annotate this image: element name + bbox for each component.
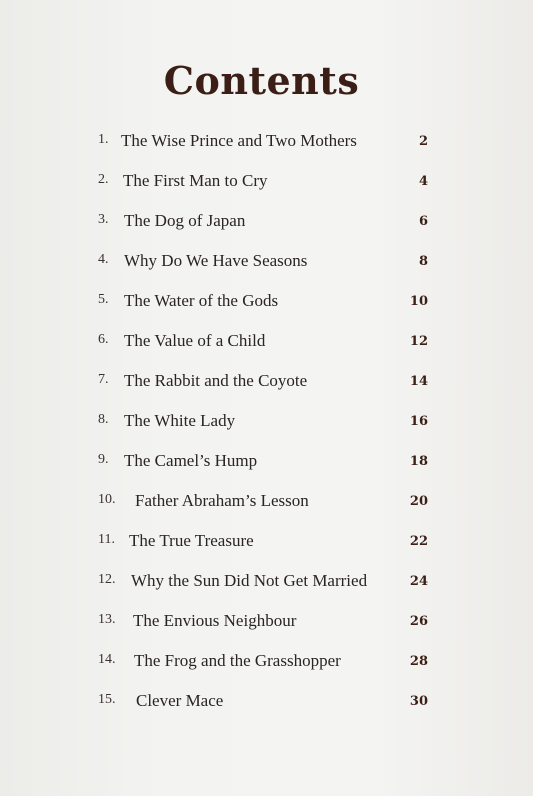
entry-number: 9. bbox=[98, 452, 109, 467]
page-title: Contents bbox=[163, 58, 360, 103]
entry-title: The First Man to Cry bbox=[123, 171, 268, 190]
entry-number: 8. bbox=[98, 412, 109, 427]
entry-title: The White Lady bbox=[124, 411, 236, 430]
toc-entry bbox=[0, 648, 533, 688]
toc-entry bbox=[0, 448, 533, 488]
entry-title: The Envious Neighbour bbox=[133, 611, 297, 630]
entry-title: Why Do We Have Seasons bbox=[124, 251, 308, 270]
entry-page: 30 bbox=[409, 694, 428, 709]
entry-title: The Wise Prince and Two Mothers bbox=[121, 131, 357, 150]
toc-entry bbox=[0, 528, 533, 568]
entry-page: 8 bbox=[418, 254, 428, 269]
entry-number: 10. bbox=[98, 492, 116, 507]
entry-page: 14 bbox=[409, 374, 428, 389]
toc-entry bbox=[0, 128, 533, 168]
toc-entry bbox=[0, 328, 533, 368]
entry-number: 7. bbox=[98, 372, 109, 387]
entry-number: 4. bbox=[98, 252, 109, 267]
entry-page: 16 bbox=[409, 414, 428, 429]
entry-number: 1. bbox=[98, 132, 109, 147]
toc-entry bbox=[0, 248, 533, 288]
entry-number: 11. bbox=[98, 532, 115, 547]
toc-entry bbox=[0, 368, 533, 408]
table-of-contents bbox=[0, 128, 533, 728]
entry-number: 2. bbox=[98, 172, 109, 187]
entry-title: The Camel’s Hump bbox=[124, 451, 258, 470]
entry-title: The True Treasure bbox=[129, 531, 254, 550]
entry-page: 24 bbox=[409, 574, 428, 589]
entry-page: 4 bbox=[418, 174, 428, 189]
entry-page: 22 bbox=[409, 534, 428, 549]
entry-page: 26 bbox=[409, 614, 428, 629]
entry-number: 6. bbox=[98, 332, 109, 347]
entry-title: The Dog of Japan bbox=[124, 211, 246, 230]
entry-title: Why the Sun Did Not Get Married bbox=[131, 571, 368, 590]
toc-entry bbox=[0, 688, 533, 728]
entry-number: 5. bbox=[98, 292, 109, 307]
entry-title: The Water of the Gods bbox=[124, 291, 279, 310]
entry-page: 2 bbox=[418, 134, 428, 149]
entry-number: 3. bbox=[98, 212, 109, 227]
toc-entry bbox=[0, 208, 533, 248]
entry-page: 20 bbox=[409, 494, 428, 509]
toc-entry bbox=[0, 288, 533, 328]
entry-number: 13. bbox=[98, 612, 116, 627]
toc-entry bbox=[0, 408, 533, 448]
entry-title: The Rabbit and the Coyote bbox=[124, 371, 308, 390]
entry-page: 28 bbox=[409, 654, 428, 669]
entry-page: 10 bbox=[409, 294, 428, 309]
entry-title: The Value of a Child bbox=[124, 331, 266, 350]
entry-title: The Frog and the Grasshopper bbox=[134, 651, 341, 670]
toc-entry bbox=[0, 168, 533, 208]
entry-number: 14. bbox=[98, 652, 116, 667]
entry-page: 6 bbox=[418, 214, 428, 229]
entry-title: Father Abraham’s Lesson bbox=[135, 491, 309, 510]
toc-entry bbox=[0, 488, 533, 528]
toc-entry bbox=[0, 568, 533, 608]
entry-number: 15. bbox=[98, 692, 116, 707]
entry-page: 18 bbox=[409, 454, 428, 469]
entry-page: 12 bbox=[409, 334, 428, 349]
entry-title: Clever Mace bbox=[136, 691, 224, 710]
toc-entry bbox=[0, 608, 533, 648]
entry-number: 12. bbox=[98, 572, 116, 587]
